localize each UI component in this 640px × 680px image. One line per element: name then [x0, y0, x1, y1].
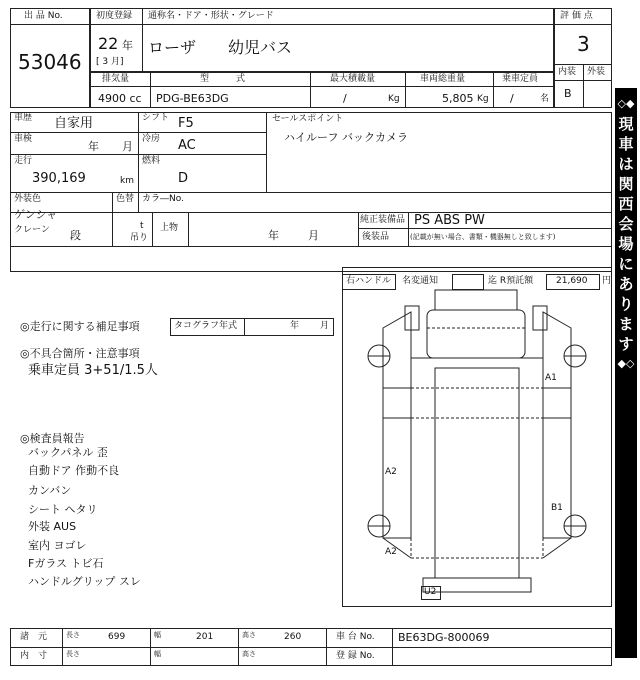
notice-char: は [618, 155, 634, 173]
width-label: 幅 [154, 631, 161, 639]
chassis-value: BE63DG-800069 [398, 631, 490, 644]
inspector-line: 室内 ヨゴレ [28, 539, 87, 552]
damage-mark-a1: A1 [545, 373, 557, 383]
dims-label: 諸 元 [20, 632, 48, 642]
inspector-line: 外装 AUS [28, 520, 77, 533]
model-code-label: 型 式 [200, 74, 246, 84]
max-load-unit: Kg [388, 94, 400, 104]
model-code-value: PDG-BE63DG [156, 92, 229, 105]
sales-text: ハイルーフ バックカメラ [284, 131, 408, 144]
notice-char: 場 [618, 235, 634, 253]
score-label: 評 価 点 [560, 11, 593, 21]
inspector-line: バックパネル 歪 [28, 446, 108, 459]
inspector-line: 自動ドア 作動不良 [28, 464, 120, 477]
color-value: ゲンシャ [14, 208, 58, 221]
crane-label: クレーン [14, 225, 50, 235]
interior-grade: B [564, 87, 572, 100]
inspector-label: ◎検査員報告 [20, 432, 85, 445]
chassis-label: 車 台 No. [336, 632, 375, 642]
inspector-line: ハンドルグリップ スレ [28, 575, 141, 588]
crane-hoist: 吊り [130, 233, 149, 243]
i-length-label: 長さ [66, 650, 80, 658]
capacity-value: / [510, 92, 514, 105]
upper-label: 上物 [160, 223, 179, 233]
crane-stage: 段 [70, 229, 81, 242]
notice-char: ま [618, 315, 634, 333]
location-notice [615, 88, 637, 658]
max-load-label: 最大積載量 [330, 74, 376, 84]
interior-label: 内装 [558, 67, 577, 77]
displacement-label: 排気量 [102, 74, 130, 84]
tacho-year: 年 [290, 321, 300, 331]
inspection-month: 月 [122, 140, 133, 153]
gross-weight-unit: Kg [477, 94, 489, 104]
first-reg-label: 初度登録 [96, 11, 133, 21]
r-amount: 21,690 [556, 276, 588, 286]
notice-char: り [618, 295, 634, 313]
reg-label: 登 録 No. [336, 651, 375, 661]
reg-year-unit: 年 [122, 39, 133, 52]
r-unit: 円 [602, 276, 612, 286]
shift-label: シフト [142, 113, 170, 123]
inspection-year: 年 [88, 140, 99, 153]
defect-label: ◎不具合箇所・注意事項 [20, 347, 140, 360]
height-value: 260 [284, 632, 302, 642]
history-label: 車歴 [14, 113, 33, 123]
notice-char: 車 [618, 135, 634, 153]
color-label: 外装色 [14, 194, 42, 204]
mileage-unit: km [120, 176, 134, 186]
notice-char: 会 [618, 215, 634, 233]
exterior-label: 外装 [587, 67, 606, 77]
notice-char: 関 [618, 175, 634, 193]
i-height-label: 高さ [242, 650, 256, 658]
mileage-label: 走行 [14, 156, 33, 166]
reg-month: [ 3 月] [96, 57, 124, 67]
aftermarket-note: (記載が無い場合、書類・機器無しと致します) [410, 233, 556, 241]
notice-diamonds-top: ◇◆ [617, 97, 635, 110]
drive-label: ◎走行に関する補足事項 [20, 320, 140, 333]
upper-month: 月 [308, 229, 319, 242]
fuel-label: 燃料 [142, 156, 161, 166]
mileage-value: 390,169 [32, 171, 86, 186]
bus-outline-drawing [343, 268, 611, 606]
interior-dims-label: 内 寸 [20, 651, 48, 661]
color-code-label: カラ―No. [142, 194, 184, 204]
name-change-label: 名変通知 [402, 276, 439, 286]
aircon-value: AC [178, 138, 196, 153]
gross-weight-label: 車両総重量 [420, 74, 466, 84]
inspector-line: カンバン [28, 484, 72, 497]
tacho-label: タコグラフ年式 [174, 321, 238, 331]
upper-year: 年 [268, 229, 279, 242]
damage-mark-a2-rear: A2 [385, 547, 397, 557]
car-name: ローザ 幼児バス [148, 38, 293, 57]
history-value: 自家用 [54, 116, 94, 131]
damage-mark-b1: B1 [551, 503, 563, 513]
reg-year: 22 [98, 34, 119, 53]
rhd-text: 右ハンドル [346, 276, 392, 286]
aftermarket-label: 後装品 [362, 232, 390, 242]
displacement-value: 4900 cc [98, 92, 142, 105]
lot-label: 出 品 No. [24, 11, 63, 21]
notice-char: に [618, 255, 634, 273]
max-load-value: / [343, 92, 347, 105]
r-label: 迄 R預託額 [488, 276, 534, 286]
damage-mark-a2-left: A2 [385, 467, 397, 477]
length-label: 長さ [66, 631, 80, 639]
vehicle-diagram [342, 267, 612, 607]
aircon-label: 冷房 [142, 134, 161, 144]
width-value: 201 [196, 632, 214, 642]
defect-text: 乗車定員 3+51/1.5人 [28, 363, 158, 378]
inspector-line: Fガラス トビ石 [28, 557, 104, 570]
lot-number: 53046 [18, 50, 82, 74]
notice-char: あ [618, 275, 634, 293]
notice-char: 現 [618, 115, 634, 133]
sales-label: セールスポイント [272, 114, 344, 124]
fuel-value: D [178, 171, 189, 186]
model-desc-label: 通称名・ドア・形状・グレード [148, 11, 274, 21]
notice-char: 西 [618, 195, 634, 213]
capacity-label: 乗車定員 [502, 74, 539, 84]
genuine-value: PS ABS PW [414, 213, 485, 228]
inspector-line: シート ヘタリ [28, 503, 98, 516]
notice-diamonds-bottom: ◆◇ [617, 357, 635, 370]
length-value: 699 [108, 632, 126, 642]
tacho-month: 月 [320, 321, 330, 331]
crane-t: t [140, 221, 144, 231]
damage-mark-u2: U2 [424, 587, 437, 597]
score-value: 3 [577, 32, 590, 56]
capacity-unit: 名 [540, 94, 550, 104]
gross-weight-value: 5,805 [442, 92, 474, 105]
height-label: 高さ [242, 631, 256, 639]
inspection-label: 車検 [14, 134, 33, 144]
genuine-label: 純正装備品 [360, 215, 406, 225]
color-no-label: 色替 [116, 194, 135, 204]
notice-char: す [618, 335, 634, 353]
i-width-label: 幅 [154, 650, 161, 658]
shift-value: F5 [178, 116, 194, 131]
